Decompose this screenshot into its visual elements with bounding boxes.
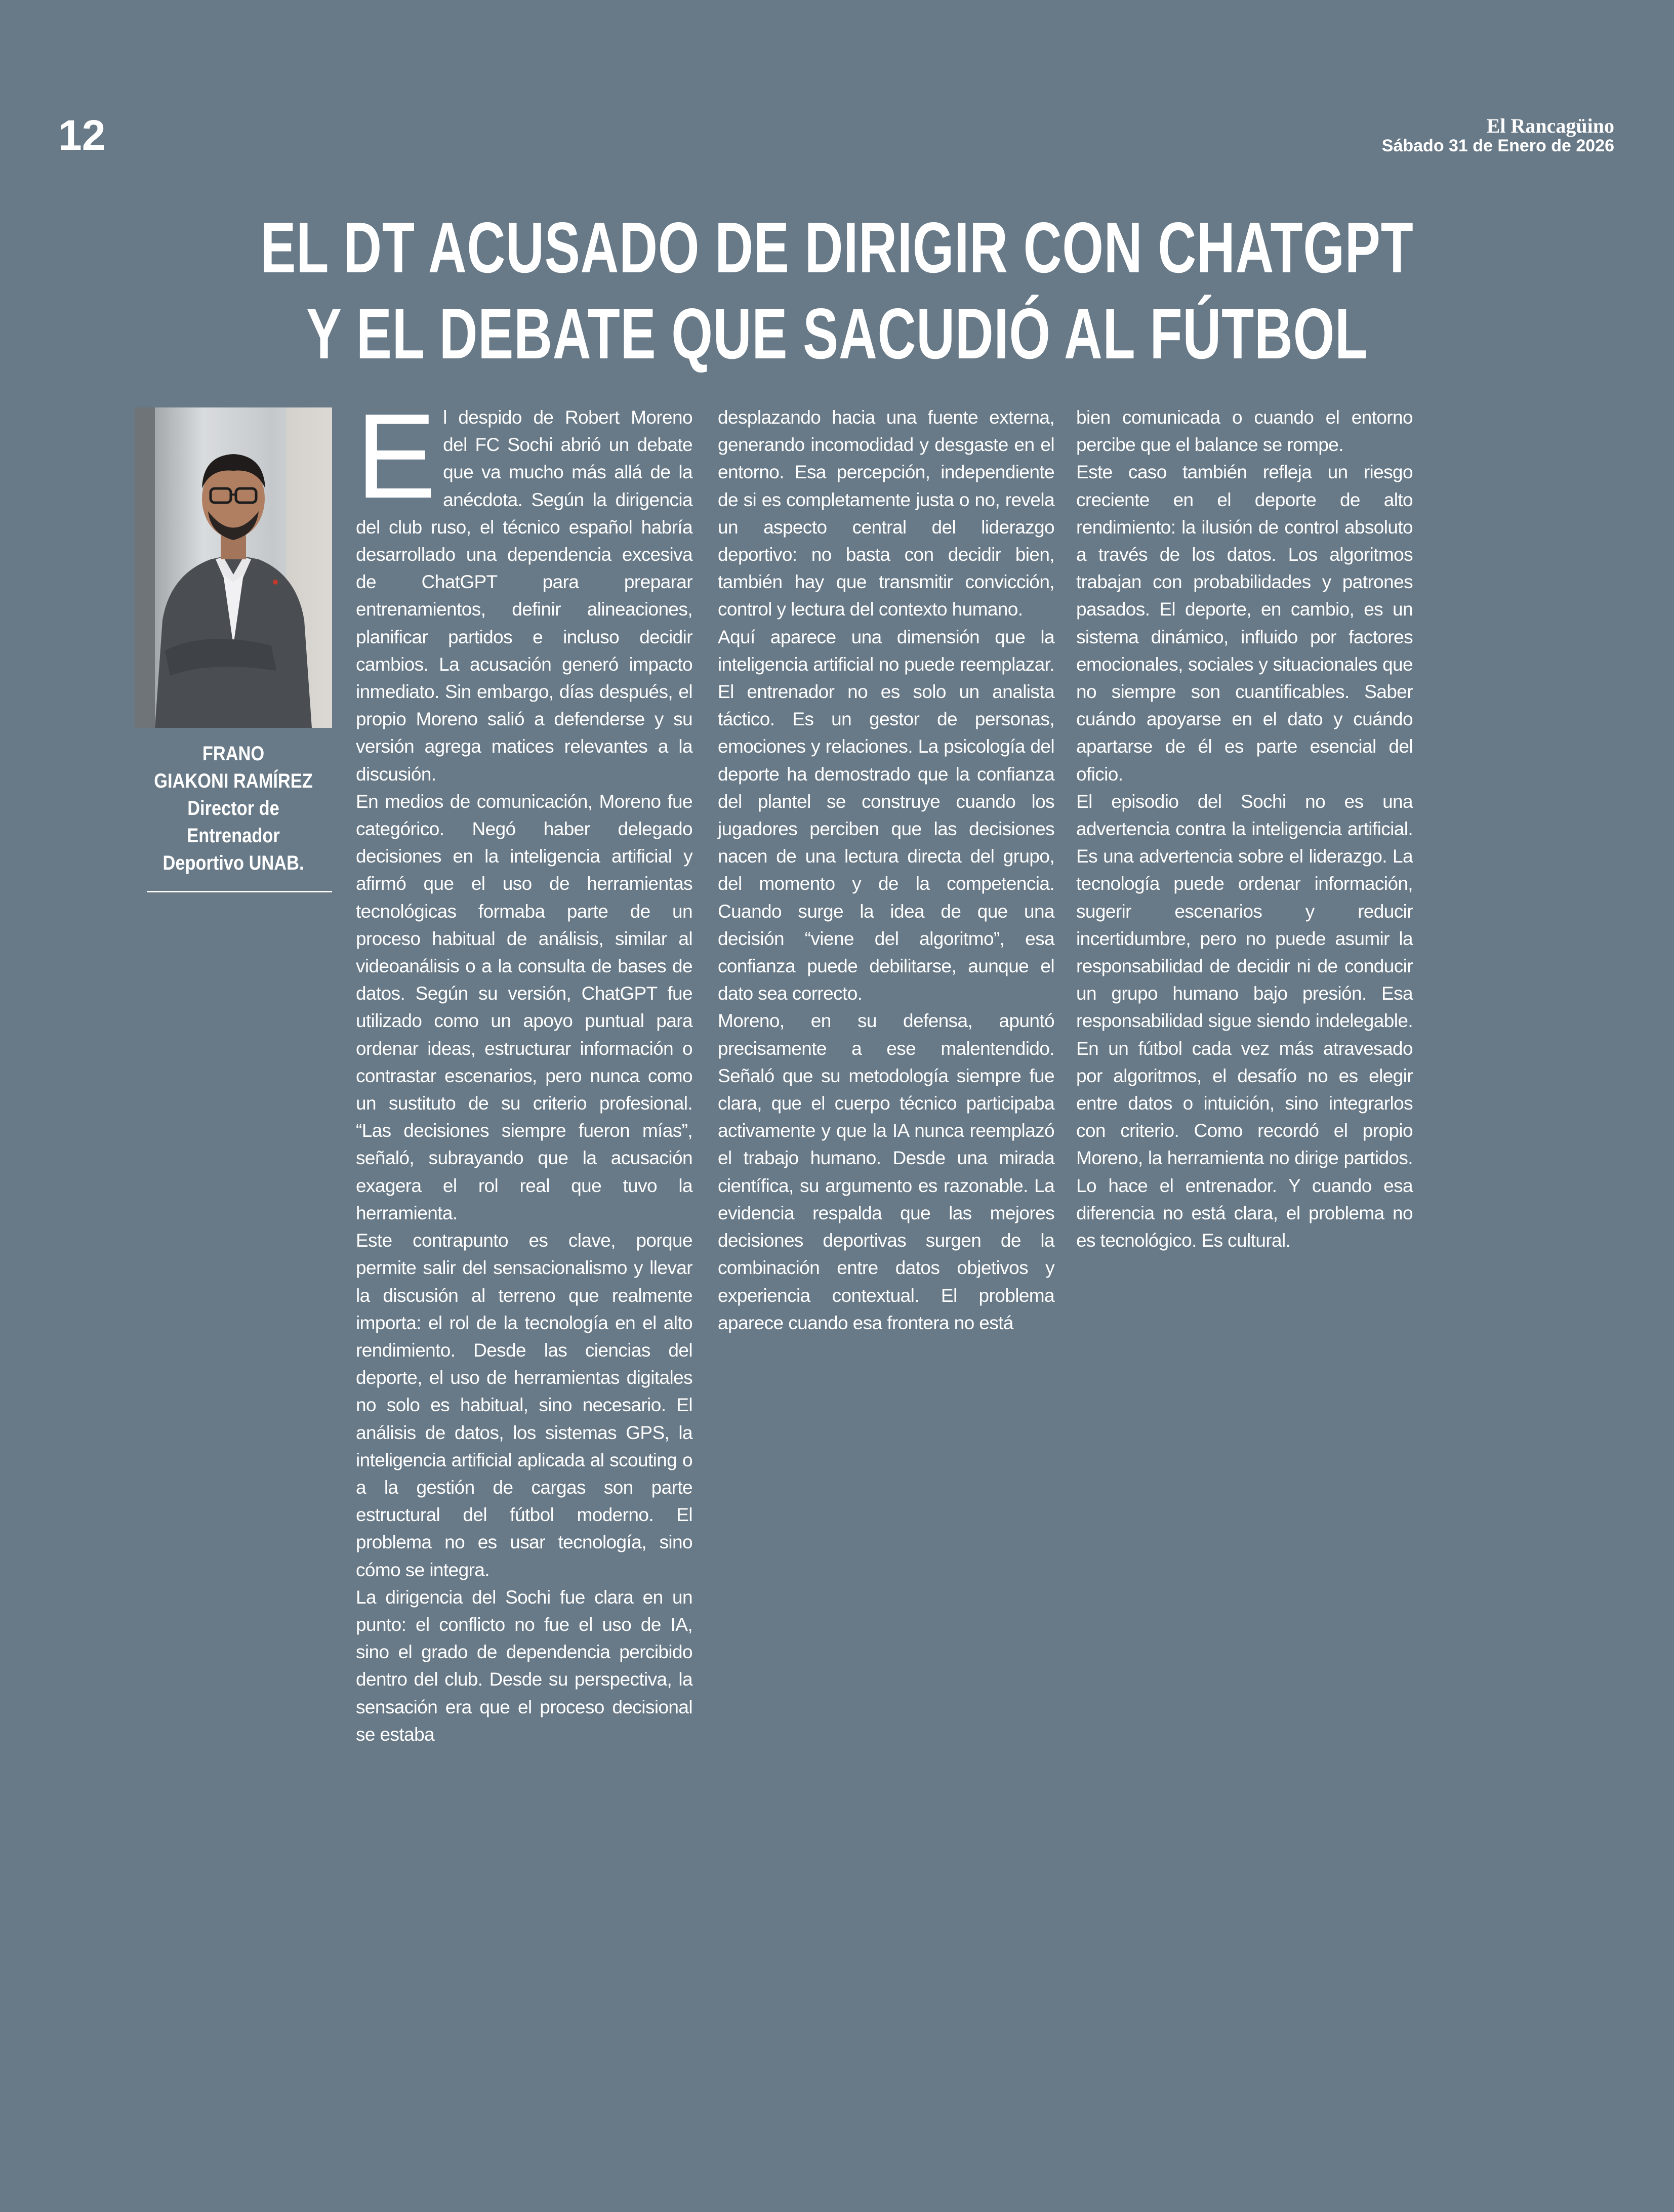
author-role-line-1: Director de — [187, 797, 279, 820]
drop-cap: E — [356, 389, 436, 523]
article-column-2 — [718, 404, 1054, 1337]
page-number: 12 — [58, 111, 106, 159]
author-name-line-1: FRANO — [202, 743, 265, 765]
article-paragraph-6-part-1: Moreno, en su defensa, apuntó precisamente a ese malentendido. Señaló que su metodología siempre fue clara, que el cuerpo técnico participaba activamente y que la IA nunca reemplazó el trabajo humano. Desde una mirada científica, su argumento es razonable. La evidencia respalda que las mejores decisiones deportivas surgen de la combinación entre datos objetivos y experiencia contextual. El problema aparece cuando esa frontera no está — [718, 1010, 1054, 1333]
article-column-3 — [1076, 404, 1413, 1254]
newspaper-name: El Rancagüino — [1486, 114, 1614, 137]
article-headline — [218, 205, 1456, 377]
article-paragraph-4-part-1: La dirigencia del Sochi fue clara en un punto: el conflicto no fue el uso de IA, sino el grado de dependencia percibido dentro del club. Desde su perspectiva, la sensación era que el proceso decisional se estaba — [356, 1586, 692, 1745]
headline-line-2: Y EL DEBATE QUE SACUDIÓ AL FÚTBOL — [306, 294, 1368, 374]
author-name-line-2: GIAKONI RAMÍREZ — [154, 770, 313, 792]
paragraph-1-text: l despido de Robert Moreno del FC Sochi abrió un debate que va mucho más allá de la anécdota. Según la dirigencia del club ruso, el técnico español habría desarrollado una dependencia excesiva de ChatGPT para preparar entrenamientos, definir alineaciones, planificar partidos e incluso decidir cambios. La acusación generó impacto inmediato. Sin embargo, días después, el propio Moreno salió a defenderse y su versión agrega matices relevantes a la discusión. — [356, 407, 692, 785]
masthead — [1382, 115, 1614, 155]
author-role-line-3: Deportivo UNAB. — [162, 852, 304, 874]
author-photo — [135, 407, 332, 728]
issue-date: Sábado 31 de Enero de 2026 — [1381, 136, 1614, 155]
author-role-line-2: Entrenador — [187, 825, 280, 847]
article-paragraph-2: En medios de comunicación, Moreno fue categórico. Negó haber delegado decisiones en la inteligencia artificial y afirmó que el uso de herramientas tecnológicas formaba parte de un proceso habitual de análisis, similar al videoanálisis o a la consulta de bases de datos. Según su versión, ChatGPT fue utilizado como un apoyo puntual para ordenar ideas, estructurar información o contrastar escenarios, pero nunca como un sustituto de su criterio profesional. “Las decisiones siempre fueron mías”, señaló, subrayando que la acusación exagera el rol real que tuvo la herramienta. — [356, 791, 692, 1223]
article-paragraph-1 — [356, 389, 692, 788]
article-paragraph-7: Este caso también refleja un riesgo creciente en el deporte de alto rendimiento: la ilusión de control absoluto a través de los datos. Los algoritmos trabajan con probabilidades y patrones pasados. El deporte, en cambio, es un sistema dinámico, influido por factores emocionales, sociales y situacionales que no siempre son cuantificables. Saber cuándo apoyarse en el dato y cuándo apartarse de él es parte esencial del oficio. — [1076, 462, 1413, 785]
article-paragraph-3: Este contrapunto es clave, porque permite salir del sensacionalismo y llevar la discusión al terreno que realmente importa: el rol de la tecnología en el alto rendimiento. Desde las ciencias del deporte, el uso de herramientas digitales no solo es habitual, sino necesario. El análisis de datos, los sistemas GPS, la inteligencia artificial aplicada al scouting o a la gestión de cargas son parte estructural del fútbol moderno. El problema no es usar tecnología, sino cómo se integra. — [356, 1230, 692, 1580]
article-paragraph-8: El episodio del Sochi no es una advertencia contra la inteligencia artificial. Es una advertencia sobre el liderazgo. La tecnología puede ordenar información, sugerir escenarios y reducir incertidumbre, pero no puede asumir la responsabilidad de decidir ni de conducir un grupo humano bajo presión. Esa responsabilidad sigue siendo indelegable. En un fútbol cada vez más atravesado por algoritmos, el desafío no es elegir entre datos o intuición, sino integrarlos con criterio. Como recordó el propio Moreno, la herramienta no dirige partidos. Lo hace el entrenador. Y cuando esa diferencia no está clara, el problema no es tecnológico. Es cultural. — [1076, 791, 1413, 1251]
article-paragraph-6-part-2: bien comunicada o cuando el entorno percibe que el balance se rompe. — [1076, 407, 1413, 456]
article-column-1 — [356, 389, 692, 1748]
article-paragraph-4-part-2: desplazando hacia una fuente externa, generando incomodidad y desgaste en el entorno. Esa percepción, independiente de si es completamente justa o no, revela un aspecto central del liderazgo deportivo: no basta con decidir bien, también hay que transmitir convicción, control y lectura del contexto humano. — [718, 407, 1054, 620]
caption-divider — [147, 891, 332, 892]
article-paragraph-5: Aquí aparece una dimensión que la inteligencia artificial no puede reemplazar. El entrenador no es solo un analista táctico. Es un gestor de personas, emociones y relaciones. La psicología del deporte ha demostrado que la confianza del plantel se construye cuando los jugadores perciben que las decisiones nacen de una lectura directa del grupo, del momento y de la competencia. Cuando surge la idea de que una decisión “viene del algoritmo”, esa confianza puede debilitarse, aunque el dato sea correcto. — [718, 626, 1054, 1004]
headline-line-1: EL DT ACUSADO DE DIRIGIR CON CHATGPT — [260, 208, 1414, 288]
author-portrait-image — [135, 407, 332, 728]
author-caption — [148, 740, 318, 877]
